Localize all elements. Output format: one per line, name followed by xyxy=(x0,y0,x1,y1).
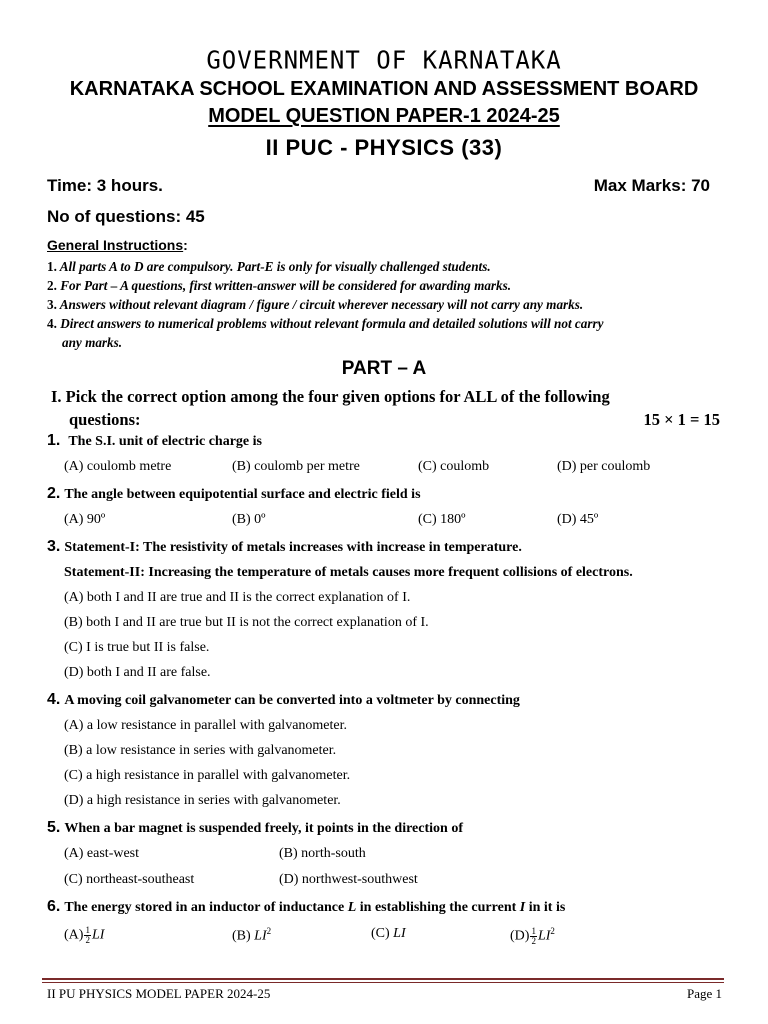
option-a: (A) 90º xyxy=(64,512,106,527)
option-c: (C) coulomb xyxy=(418,459,490,474)
instruction-item: 2. For Part – A questions, first written-answer will be considered for awarding marks. xyxy=(47,278,512,293)
instruction-item: 3. Answers without relevant diagram / figure / circuit wherever necessary will not carry any marks. xyxy=(47,297,584,312)
option-a: (A) $\frac{1}{2}$ LI xyxy=(64,925,105,945)
question-3: 3. Statement-I: The resistivity of metals increases with increase in temperature. xyxy=(47,538,522,555)
option-b: (B) coulomb per metre xyxy=(232,459,360,474)
max-marks-label: Max Marks: 70 xyxy=(593,176,710,195)
option-c: (C) a high resistance in parallel with galvanometer. xyxy=(64,768,351,783)
instruction-item: any marks. xyxy=(62,335,123,350)
option-d: (D) a high resistance in series with galvanometer. xyxy=(64,793,341,808)
question-6: 6. The energy stored in an inductor of inductance L in establishing the current I in it is xyxy=(47,898,566,915)
option-d: (D) both I and II are false. xyxy=(64,665,211,680)
option-c: (C) northeast-southeast xyxy=(64,872,195,887)
question-4: 4. A moving coil galvanometer can be converted into a voltmeter by connecting xyxy=(47,691,520,708)
question-2: 2. The angle between equipotential surface and electric field is xyxy=(47,485,421,502)
option-a: (A) east-west xyxy=(64,846,140,861)
board-title: KARNATAKA SCHOOL EXAMINATION AND ASSESSMENT BOARD xyxy=(69,78,699,100)
subject-title: II PUC - PHYSICS (33) xyxy=(265,135,503,160)
section-instruction-cont: questions: xyxy=(69,410,141,429)
footer-divider-thin xyxy=(42,982,724,983)
paper-title: MODEL QUESTION PAPER-1 2024-25 xyxy=(208,105,560,127)
option-b: (B) north-south xyxy=(279,846,366,861)
government-title: GOVERNMENT OF KARNATAKA xyxy=(206,45,562,75)
option-c: (C) LI xyxy=(371,926,406,941)
option-c: (C) 180º xyxy=(418,512,466,527)
part-a-heading: PART – A xyxy=(341,358,427,379)
option-b: (B) a low resistance in series with galvanometer. xyxy=(64,743,337,758)
option-d: (D) $\frac{1}{2}$ $LI^2$ xyxy=(510,925,555,946)
option-b: (B) both I and II are true but II is not the correct explanation of I. xyxy=(64,615,429,630)
question-5: 5. When a bar magnet is suspended freely, it points in the direction of xyxy=(47,819,463,836)
fraction: $\frac{1}{2}$ xyxy=(531,925,536,946)
footer-divider xyxy=(42,978,724,980)
option-b: (B) $LI^2$ xyxy=(232,926,272,944)
option-d: (D) per coulomb xyxy=(557,459,651,474)
section-marks: 15 × 1 = 15 xyxy=(643,410,720,429)
time-label: Time: 3 hours. xyxy=(47,176,163,195)
option-a: (A) coulomb metre xyxy=(64,459,172,474)
option-d: (D) northwest-southwest xyxy=(279,872,418,887)
instructions-heading: General Instructions: xyxy=(47,237,188,253)
instruction-item: 4. Direct answers to numerical problems without relevant formula and detailed solutions will not carry xyxy=(47,316,604,331)
option-c: (C) I is true but II is false. xyxy=(64,640,210,655)
option-a: (A) both I and II are true and II is the correct explanation of I. xyxy=(64,590,411,605)
question-1: 1. The S.I. unit of electric charge is xyxy=(47,432,262,449)
fraction: $\frac{1}{2}$ xyxy=(85,925,90,945)
question-count-label: No of questions: 45 xyxy=(47,207,205,226)
question-3-statement-2: Statement-II: Increasing the temperature of metals causes more frequent collisions of electrons. xyxy=(64,565,633,580)
option-d: (D) 45º xyxy=(557,512,599,527)
section-instruction: I. Pick the correct option among the four given options for ALL of the following xyxy=(51,387,610,406)
option-a: (A) a low resistance in parallel with galvanometer. xyxy=(64,718,348,733)
instruction-item: 1. All parts A to D are compulsory. Part-E is only for visually challenged students. xyxy=(47,259,491,274)
footer-paper-name: II PU PHYSICS MODEL PAPER 2024-25 xyxy=(47,986,271,1001)
option-b: (B) 0º xyxy=(232,512,266,527)
footer-page-number: Page 1 xyxy=(686,986,722,1001)
